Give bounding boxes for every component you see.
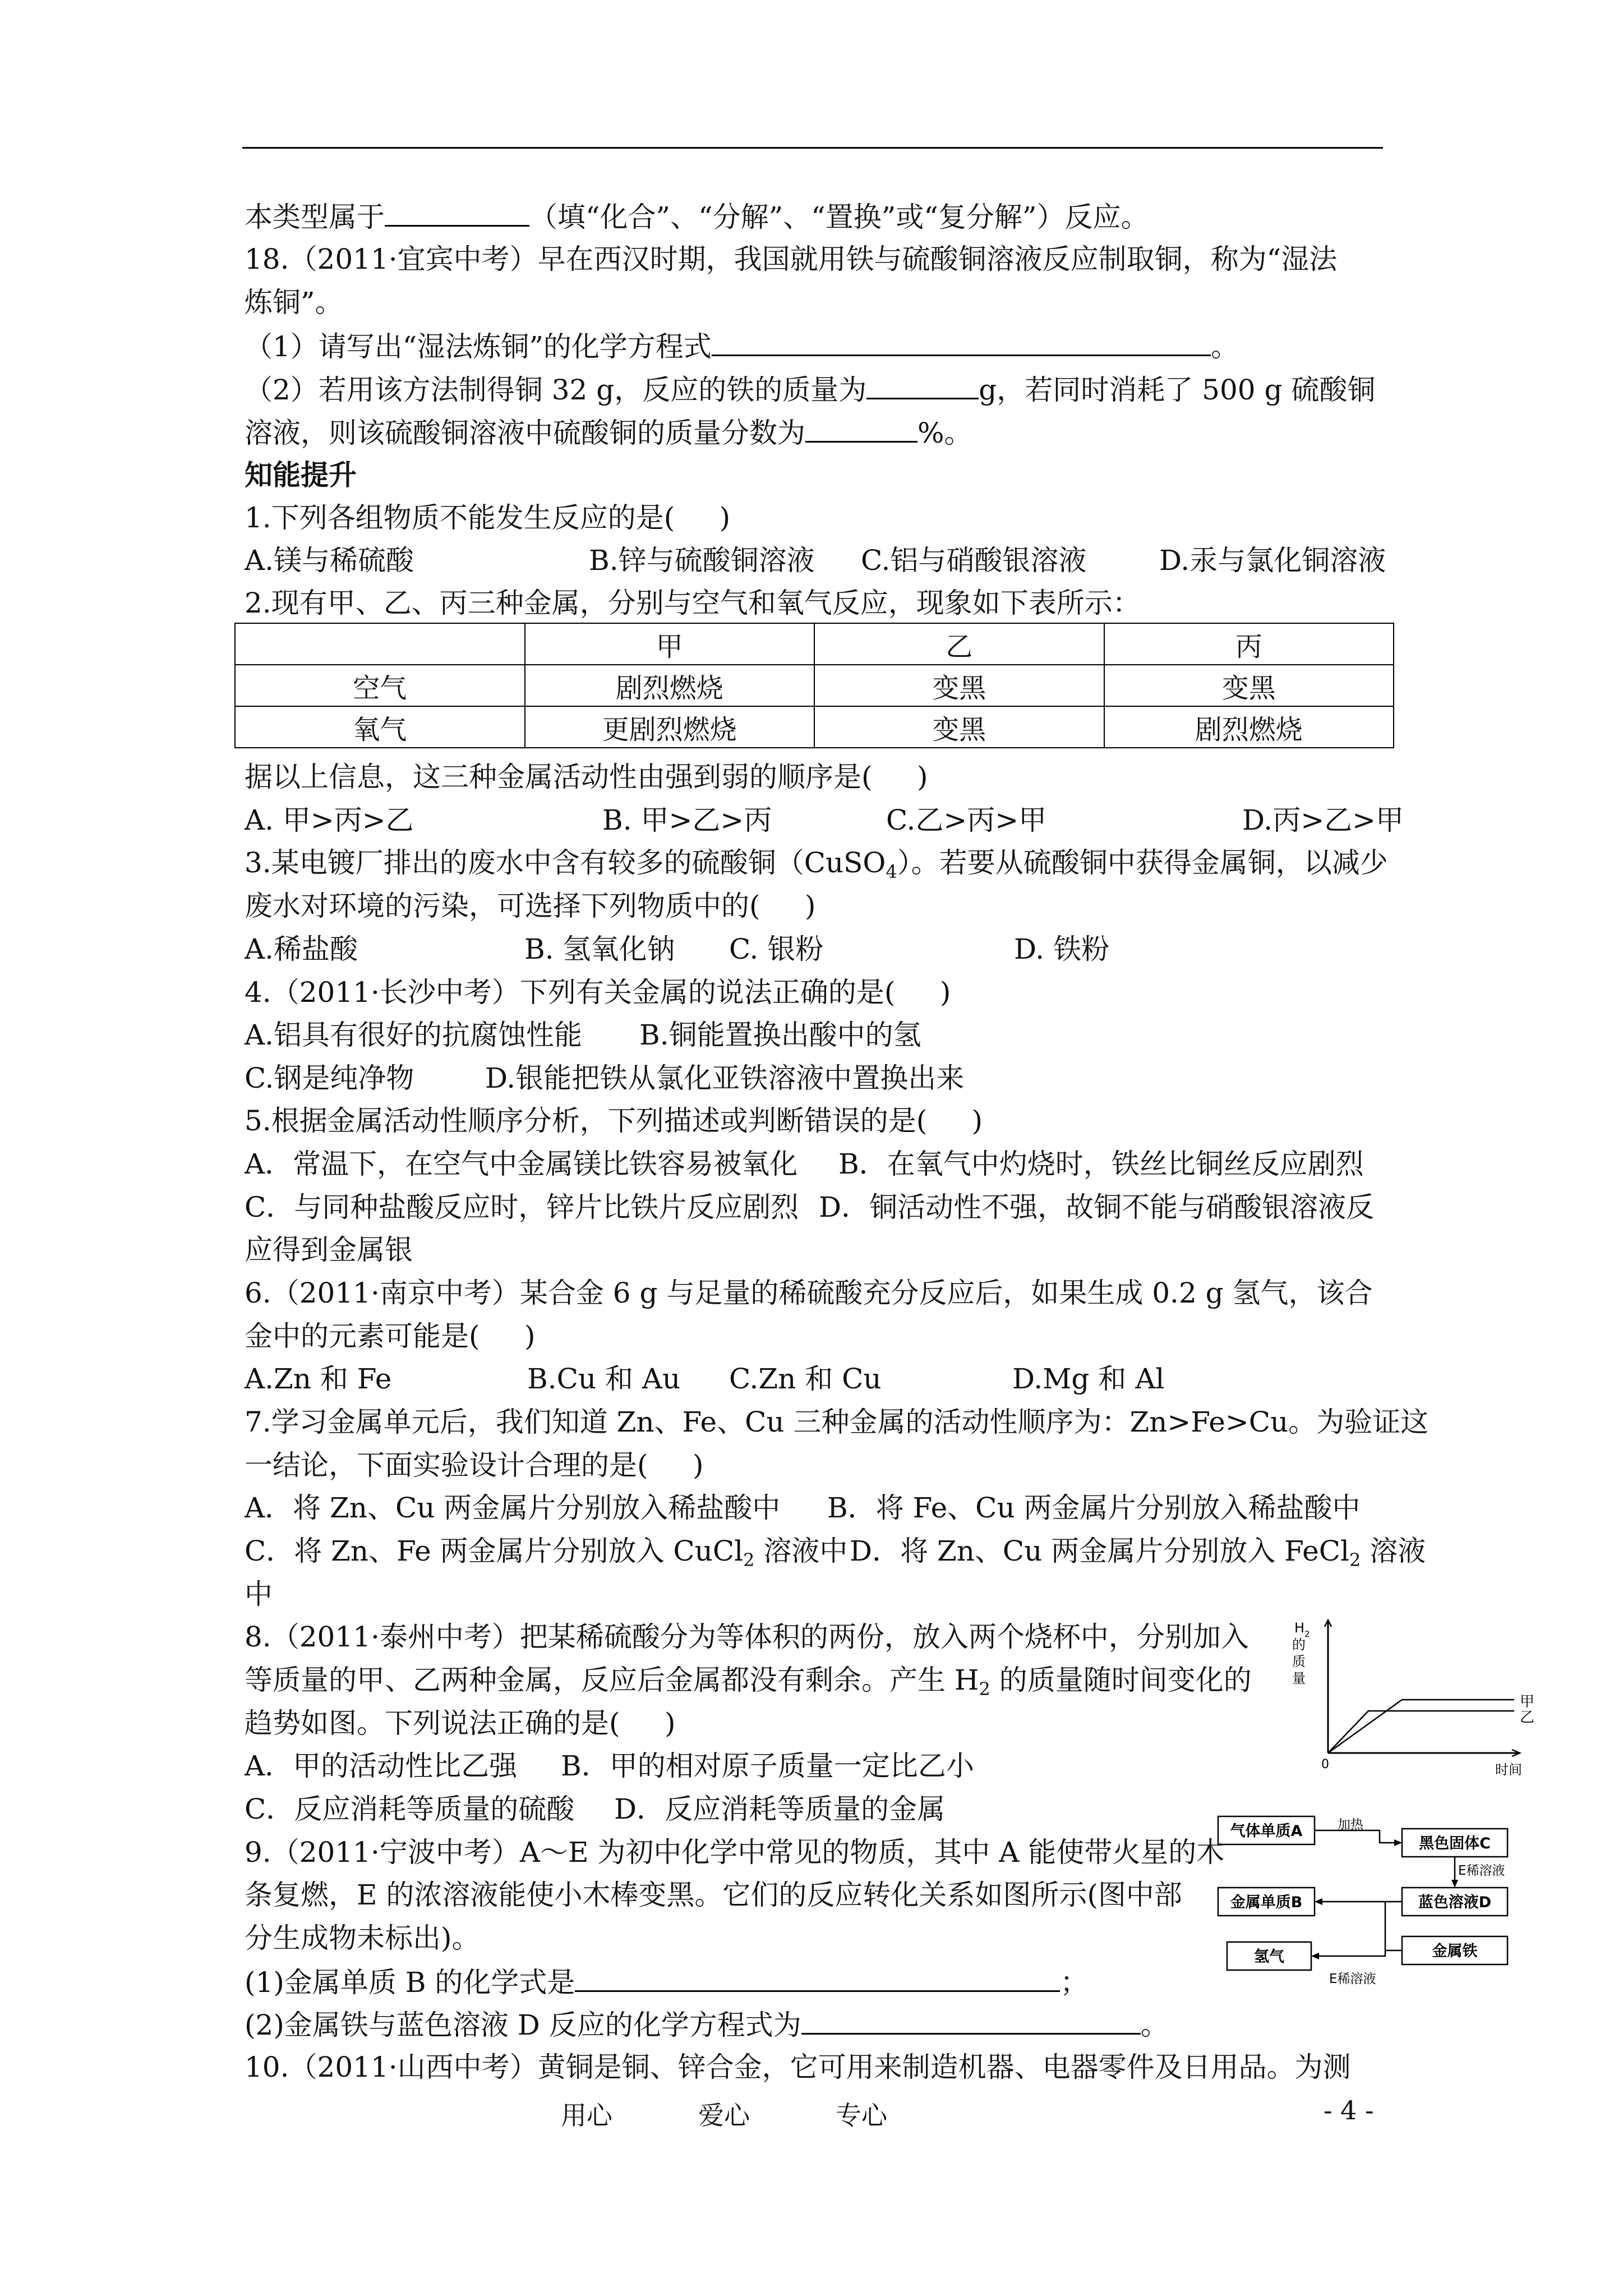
subscript: 4 [886,861,897,882]
option-d: D.银能把铁从氯化亚铁溶液中置换出来 [485,1062,965,1094]
table-cell: 变黑 [1104,665,1394,706]
question-6-line1: 6.（2011·南京中考）某合金 6 g 与足量的稀硫酸充分反应后，如果生成 0.2 g 氢气，该合 [245,1277,1373,1309]
option-c: C.钢是纯净物 [245,1062,414,1094]
table-cell: 空气 [235,665,525,706]
option-c: C.Zn 和 Cu [729,1363,882,1395]
option-b: B．在氧气中灼烧时，铁丝比铜丝反应剧烈 [838,1148,1364,1180]
label-heat: 加热 [1338,1818,1363,1832]
option-c: C.乙>丙>甲 [886,804,1047,836]
option-d: D. 铁粉 [1014,933,1110,965]
text: （填“化合”、“分解”、“置换”或“复分解”）反应。 [529,201,1149,233]
text: g，若同时消耗了 500 g 硫酸铜 [979,374,1376,406]
option-d: D.丙>乙>甲 [1242,804,1404,836]
option-d-cont: 中 [245,1578,273,1611]
label-e-dilute-2: E稀溶液 [1329,1972,1376,1986]
subscript: 2 [1349,1549,1361,1571]
text: C．将 Zn、Fe 两金属片分别放入 CuCl [245,1535,744,1567]
table-cell: 剧烈燃烧 [1104,706,1394,748]
text: (2)金属铁与蓝色溶液 D 反应的化学方程式为 [245,2009,801,2041]
text: （2）若用该方法制得铜 32 g，反应的铁的质量为 [245,374,867,406]
option-b: B. 甲>乙>丙 [602,804,772,836]
question-6-line2: 金中的元素可能是( ) [245,1320,536,1352]
option-d: D.汞与氯化铜溶液 [1159,544,1386,577]
arrow-iron-to-hydrogen [1317,1950,1385,1956]
question-9-line3: 分生成物未标出)。 [245,1922,480,1954]
y-axis-label-sub: 2 [1304,1629,1310,1639]
question-5: 5.根据金属活动性顺序分析，下列描述或判断错误的是( ) [245,1105,983,1137]
h2-mass-chart [1284,1616,1553,1784]
option-c: C．反应消耗等质量的硫酸 [245,1793,575,1825]
question-7-line2: 一结论，下面实验设计合理的是( ) [245,1449,704,1481]
table-cell: 变黑 [814,706,1104,748]
arrowhead [1394,1839,1402,1846]
option-b: B．将 Fe、Cu 两金属片分别放入稀盐酸中 [827,1492,1361,1524]
option-a: A．甲的活动性比乙强 [245,1750,518,1782]
option-b: B. 氢氧化钠 [524,933,675,965]
label-black-c: 黑色固体C [1419,1835,1491,1852]
question-18-part2-cont [245,415,972,450]
arrowhead [1311,1953,1319,1959]
answer-blank [385,199,529,227]
series-line-jia [1328,1711,1514,1753]
question-18-line1: 18.（2011·宜宾中考）早在西汉时期，我国就用铁与硫酸铜溶液反应制取铜，称为“湿法 [245,243,1338,275]
y-axis-label-char: 的 [1292,1637,1306,1653]
table-cell: 更剧烈燃烧 [525,706,815,748]
option-c: C．与同种盐酸反应时，锌片比铁片反应剧烈 [245,1191,799,1223]
option-a: A．常温下，在空气中金属镁比铁容易被氧化 [245,1148,798,1180]
table-row [235,706,1394,748]
question-18-part2 [245,372,1375,407]
option-a: A．将 Zn、Cu 两金属片分别放入稀盐酸中 [245,1492,781,1524]
question-8-line1: 8.（2011·泰州中考）把某稀硫酸分为等体积的两份，放入两个烧杯中，分别加入 [245,1621,1249,1653]
option-a: A.铝具有很好的抗腐蚀性能 [245,1019,583,1051]
question-9-line2: 条复燃，E 的浓溶液能使小木棒变黑。它们的反应转化关系如图所示(图中部 [245,1879,1182,1911]
answer-blank [866,372,979,399]
question-8-line3: 趋势如图。下列说法正确的是( ) [245,1707,676,1740]
y-axis-label-char: 质 [1292,1654,1306,1669]
label-iron: 金属铁 [1432,1943,1478,1960]
text: 。 [1140,2009,1169,2041]
text: 溶液中 [754,1535,848,1567]
subscript: 2 [979,1678,990,1700]
table-row [235,665,1394,706]
option-a: A.镁与稀硫酸 [245,544,414,577]
option-b: B.Cu 和 Au [527,1363,681,1395]
text: ）。若要从硫酸铜中获得金属铜，以减少 [897,846,1388,879]
footer-text: 爱心 [698,2100,750,2131]
arrowhead [1451,1880,1458,1888]
question-9-part2 [245,2007,1169,2042]
question-3-line2: 废水对环境的污染，可选择下列物质中的( ) [245,890,816,922]
table-cell: 甲 [525,623,815,665]
option-d: D．反应消耗等质量的金属 [614,1793,946,1825]
text: ； [1060,1966,1089,1999]
table-row [235,623,1394,665]
table-cell: 氧气 [235,706,525,748]
option-c: C. 银粉 [729,933,824,965]
connector-iron [1385,1902,1402,1950]
question-18-part1 [245,329,1239,364]
text: （1）请写出“湿法炼铜”的化学方程式 [245,330,712,363]
option-b: B.锌与硫酸铜溶液 [589,544,815,577]
text: %。 [917,417,972,449]
reaction-flow-diagram [1217,1812,1514,2019]
footer-text: 专心 [836,2100,887,2131]
table-cell: 变黑 [814,665,1104,706]
question-4: 4.（2011·长沙中考）下列有关金属的说法正确的是( ) [245,976,951,1009]
option-c: C.铝与硝酸银溶液 [861,544,1087,577]
option-a: A.Zn 和 Fe [245,1363,392,1395]
text: 溶液，则该硫酸铜溶液中硫酸铜的质量分数为 [245,417,805,449]
answer-blank [801,2007,1141,2035]
option-d: D.Mg 和 Al [1012,1363,1165,1395]
text: 3.某电镀厂排出的废水中含有较多的硫酸铜（CuSO [245,846,886,879]
y-axis-label-char: 量 [1292,1671,1306,1686]
question-2: 2.现有甲、乙、丙三种金属，分别与空气和氧气反应，现象如下表所示： [245,587,1141,619]
header-rule [242,147,1383,149]
question-3-line1 [245,846,1388,889]
text: (1)金属单质 B 的化学式是 [245,1966,575,1999]
answer-blank [575,1964,1060,1992]
x-axis-label: 时间 [1495,1762,1522,1778]
label-blue-d: 蓝色溶液D [1418,1894,1492,1911]
label-gas-a: 气体单质A [1230,1823,1303,1840]
series-label-yi: 乙 [1520,1709,1535,1726]
text: 的质量随时间变化的 [990,1664,1252,1696]
answer-blank [712,329,1211,356]
option-a: A. 甲>丙>乙 [245,804,414,836]
question-7-line1: 7.学习金属单元后，我们知道 Zn、Fe、Cu 三种金属的活动性顺序为：Zn>Fe>Cu。为验证这 [245,1406,1429,1438]
origin-label: 0 [1321,1757,1329,1772]
text: 溶液 [1361,1535,1426,1567]
table-cell [235,623,525,665]
table-cell: 乙 [814,623,1104,665]
question-2-ask: 据以上信息，这三种金属活动性由强到弱的顺序是( ) [245,761,928,793]
option-d [850,1534,1426,1577]
option-d-cont: 应得到金属银 [245,1234,413,1266]
subscript: 2 [743,1549,755,1571]
label-hydrogen: 氢气 [1254,1948,1284,1966]
reaction-table [234,623,1394,748]
series-line-yi [1328,1700,1514,1753]
option-c [245,1534,847,1577]
option-a: A.稀盐酸 [245,933,358,965]
answer-blank [805,415,917,443]
page-number: - 4 - [1324,2095,1374,2125]
option-b: B.铜能置换出酸中的氢 [639,1019,921,1051]
question-18-line2: 炼铜”。 [245,286,343,319]
question-1: 1.下列各组物质不能发生反应的是( ) [245,501,731,534]
question-9-line1: 9.（2011·宁波中考）A～E 为初中化学中常见的物质，其中 A 能使带火星的木 [245,1836,1225,1869]
arrow-a-to-c [1315,1830,1396,1843]
option-d: D．铜活动性不强，故铜不能与硝酸银溶液反 [819,1191,1375,1223]
label-metal-b: 金属单质B [1230,1894,1303,1911]
section-heading: 知能提升 [245,458,357,491]
text: 本类型属于 [245,201,385,233]
text: 等质量的甲、乙两种金属，反应后金属都没有剩余。产生 H [245,1664,979,1696]
question-9-part1 [245,1964,1088,1999]
series-label-jia: 甲 [1520,1694,1535,1710]
text: 。 [1210,330,1239,363]
label-e-dilute-1: E稀溶液 [1458,1864,1505,1878]
table-cell: 剧烈燃烧 [525,665,815,706]
line-reaction-type [245,199,1149,234]
y-axis-label-h: H [1294,1620,1305,1636]
text: D．将 Zn、Cu 两金属片分别放入 FeCl [850,1535,1349,1567]
table-cell: 丙 [1104,623,1394,665]
option-b: B．甲的相对原子质量一定比乙小 [561,1750,974,1782]
question-8-line2 [245,1663,1252,1706]
footer-text: 用心 [561,2100,612,2131]
question-10: 10.（2011·山西中考）黄铜是铜、锌合金，它可用来制造机器、电器零件及日用品。为测 [245,2051,1351,2083]
arrowhead [1315,1898,1322,1905]
